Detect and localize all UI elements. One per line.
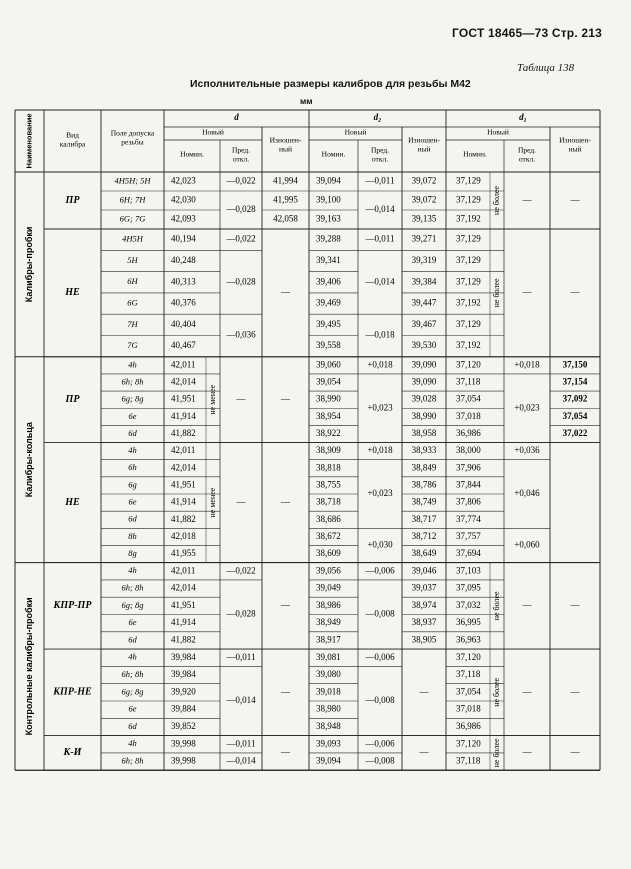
col-header-dev: откл. <box>518 154 536 164</box>
span-cell: +0,060 <box>514 539 540 550</box>
span-cell: 41,995 <box>273 194 298 205</box>
d2-worn-cell: 38,905 <box>411 634 437 645</box>
d-nom-cell: 41,951 <box>171 479 196 490</box>
span-cell: —0,006 <box>365 565 395 576</box>
span-cell: 42,058 <box>273 213 298 224</box>
d2-nom-cell: 39,018 <box>316 686 341 697</box>
d-nom-cell: 41,882 <box>171 634 196 645</box>
d1-nom-cell: 37,192 <box>456 340 481 351</box>
span-cell: —0,008 <box>365 755 395 766</box>
d-nom-cell: 42,011 <box>171 565 196 576</box>
d2-nom-cell: 38,818 <box>316 462 341 473</box>
d-nom-cell: 42,023 <box>171 175 196 186</box>
tol-cell: 6H; 7H <box>119 194 146 205</box>
col-header-worn: Изношен- <box>408 135 440 145</box>
span-cell: — <box>522 286 532 297</box>
span-cell: —0,011 <box>226 651 256 662</box>
span-cell: —0,022 <box>226 233 256 244</box>
col-header-kind: калибра <box>59 139 86 149</box>
d2-nom-cell: 39,056 <box>316 565 341 576</box>
d2-worn-cell: 38,717 <box>411 513 437 524</box>
d2-nom-cell: 38,949 <box>316 617 341 628</box>
d2-nom-cell: 39,100 <box>316 194 341 205</box>
d-nom-cell: 42,018 <box>171 530 196 541</box>
d2-nom-cell: 39,060 <box>316 359 341 370</box>
d-nom-cell: 39,984 <box>171 651 196 662</box>
d-nom-cell: 42,011 <box>171 359 196 370</box>
d1-nom-cell: 37,120 <box>456 651 481 662</box>
d2-worn-cell: 39,072 <box>411 175 437 186</box>
d2-worn-cell: 39,046 <box>411 565 437 576</box>
d2-nom-cell: 39,469 <box>316 297 341 308</box>
tol-cell: 7H <box>127 318 138 329</box>
d1-nom-cell: 37,806 <box>456 496 481 507</box>
d2-nom-cell: 38,672 <box>316 530 341 541</box>
tol-cell: 4h <box>128 565 137 576</box>
span-cell: — <box>522 194 532 205</box>
d2-nom-cell: 39,094 <box>316 175 341 186</box>
d1-nom-cell: 37,129 <box>456 276 481 287</box>
col-header-dev: Пред. <box>370 145 390 155</box>
span-cell: — <box>570 686 580 697</box>
tol-cell: 6e <box>128 617 137 628</box>
d2-worn-cell: 39,319 <box>411 255 437 266</box>
table-label: Таблица 138 <box>517 62 575 74</box>
kind-label: КПР-ПР <box>53 600 92 612</box>
d2-nom-cell: 38,922 <box>316 428 341 439</box>
span-cell: —0,022 <box>226 565 256 576</box>
tol-cell: 6G <box>127 297 138 308</box>
d-nom-cell: 41,914 <box>171 617 196 628</box>
d-nom-cell: 39,884 <box>171 703 196 714</box>
d2-worn-cell: 39,028 <box>411 393 437 404</box>
page-header: ГОСТ 18465—73 Стр. 213 <box>452 26 603 40</box>
span-cell: +0,023 <box>367 488 393 499</box>
tol-cell: 6g <box>128 479 137 490</box>
d1-nom-cell: 37,018 <box>456 410 481 421</box>
span-cell: — <box>522 599 532 610</box>
d-nom-cell: 40,248 <box>171 255 196 266</box>
kind-label: К-И <box>63 747 82 759</box>
tol-cell: 4h <box>128 738 137 749</box>
span-cell: —0,014 <box>226 695 256 706</box>
col-header-tol: Поле допуска <box>110 128 155 138</box>
d2-worn-cell: 39,090 <box>411 376 437 387</box>
d1-nom-cell: 37,694 <box>456 548 481 559</box>
tol-cell: 6H <box>127 276 138 287</box>
tol-cell: 5H <box>127 254 138 265</box>
group-label: Калибры-кольца <box>23 422 34 498</box>
d-nom-cell: 39,920 <box>171 686 196 697</box>
d2-worn-cell: 39,530 <box>411 340 437 351</box>
d2-nom-cell: 39,049 <box>316 582 341 593</box>
span-cell: —0,028 <box>226 608 256 619</box>
col-header-dev: Пред. <box>231 145 251 155</box>
tol-cell: 6g; 8g <box>121 686 144 697</box>
span-cell: — <box>570 194 580 205</box>
span-cell: — <box>419 746 429 757</box>
d2-nom-cell: 38,755 <box>316 479 341 490</box>
span-cell: —0,018 <box>365 329 395 340</box>
d2-worn-cell: 38,849 <box>411 462 437 473</box>
tol-cell: 6h; 8h <box>121 582 144 593</box>
span-cell: —0,022 <box>226 175 256 186</box>
span-cell: —0,006 <box>365 651 395 662</box>
d1-nom-cell: 37,844 <box>456 479 481 490</box>
d2-nom-cell: 39,054 <box>316 376 341 387</box>
span-cell: —0,011 <box>365 175 395 186</box>
tol-cell: 6d <box>128 513 137 524</box>
d-nom-cell: 40,376 <box>171 297 196 308</box>
d-nom-cell: 41,914 <box>171 496 196 507</box>
d-nom-cell: 40,313 <box>171 276 196 287</box>
d1-nom-cell: 37,018 <box>456 703 481 714</box>
col-group-3: d <box>234 112 239 123</box>
d1-nom-cell: 37,032 <box>456 599 481 610</box>
d2-worn-cell: 38,958 <box>411 428 437 439</box>
col-header-nom: Номин. <box>463 149 487 159</box>
d1-nom-cell: 37,906 <box>456 462 481 473</box>
table-title: Исполнительные размеры калибров для резьбы М42 <box>190 78 471 90</box>
d2-worn-cell: 39,271 <box>411 233 437 244</box>
d2-nom-cell: 39,163 <box>316 213 341 224</box>
limit-note: не более <box>491 738 501 768</box>
span-cell: —0,014 <box>365 276 395 287</box>
d2-worn-cell: 38,786 <box>411 479 437 490</box>
d1-nom-cell: 37,054 <box>456 393 481 404</box>
tol-cell: 6h; 8h <box>121 376 144 387</box>
d1-nom-cell: 37,120 <box>456 359 481 370</box>
span-cell: +0,018 <box>367 359 393 370</box>
d2-worn-cell: 39,467 <box>411 318 437 329</box>
col-header-nom: Номин. <box>180 149 204 159</box>
span-cell: — <box>570 746 580 757</box>
span-cell: — <box>281 599 290 610</box>
d-nom-cell: 42,014 <box>171 582 196 593</box>
d2-nom-cell: 38,686 <box>316 513 341 524</box>
d2-nom-cell: 39,341 <box>316 255 341 266</box>
d2-worn-cell: 39,447 <box>411 297 437 308</box>
d1-nom-cell: 36,986 <box>456 721 481 732</box>
span-cell: 37,022 <box>562 428 588 439</box>
d1-nom-cell: 37,192 <box>456 297 481 308</box>
span-cell: — <box>281 746 290 757</box>
d2-nom-cell: 39,495 <box>316 318 341 329</box>
tol-cell: 6g; 8g <box>121 599 144 610</box>
d2-nom-cell: 38,948 <box>316 721 341 732</box>
d-nom-cell: 41,951 <box>171 599 196 610</box>
span-cell: +0,036 <box>514 445 540 456</box>
d-nom-cell: 40,467 <box>171 340 196 351</box>
d1-nom-cell: 37,129 <box>456 318 481 329</box>
tol-cell: 4h <box>128 651 137 662</box>
tol-cell: 6d <box>128 634 137 645</box>
d1-nom-cell: 36,995 <box>456 617 481 628</box>
span-cell: 37,150 <box>562 359 588 370</box>
d-nom-cell: 42,014 <box>171 376 196 387</box>
d-nom-cell: 39,852 <box>171 721 196 732</box>
span-cell: —0,011 <box>226 738 256 749</box>
limit-note: не менее <box>207 487 217 518</box>
span-cell: — <box>570 286 580 297</box>
d2-nom-cell: 39,080 <box>316 669 341 680</box>
col-header-nom: Номин. <box>321 149 346 159</box>
tol-cell: 7G <box>127 340 138 351</box>
d2-nom-cell: 38,609 <box>316 548 341 559</box>
span-cell: —0,006 <box>365 738 395 749</box>
span-cell: — <box>570 599 580 610</box>
d2-nom-cell: 38,718 <box>316 496 341 507</box>
d2-worn-cell: 38,712 <box>411 530 437 541</box>
tol-cell: 6h; 8h <box>121 755 144 766</box>
tol-cell: 6e <box>128 703 137 714</box>
d2-worn-cell: 39,037 <box>411 582 437 593</box>
span-cell: 41,994 <box>273 175 298 186</box>
tol-cell: 6h <box>128 462 137 473</box>
span-cell: 37,054 <box>562 410 588 421</box>
tol-cell: 6d <box>128 427 137 438</box>
tol-cell: 4h <box>128 445 137 456</box>
col-header-worn: ный <box>278 144 293 154</box>
d-nom-cell: 41,951 <box>171 393 196 404</box>
col-header-dev: откл. <box>371 154 389 164</box>
col-header-dev: откл. <box>232 154 250 164</box>
kind-label: ПР <box>65 194 80 206</box>
kind-label: КПР-НЕ <box>53 686 92 698</box>
d-nom-cell: 41,882 <box>171 428 196 439</box>
kind-label: НЕ <box>65 496 80 508</box>
d1-nom-cell: 37,129 <box>456 175 481 186</box>
col-header-new: Новый <box>344 127 367 137</box>
units-label: мм <box>300 96 313 106</box>
d1-nom-cell: 37,118 <box>456 669 481 680</box>
span-cell: —0,008 <box>365 695 395 706</box>
span-cell: +0,030 <box>367 539 393 550</box>
span-cell: — <box>281 393 290 404</box>
span-cell: — <box>236 393 246 404</box>
tol-cell: 6d <box>128 720 137 731</box>
limit-note: не более <box>491 677 501 707</box>
d2-nom-cell: 38,917 <box>316 634 341 645</box>
d2-nom-cell: 39,093 <box>316 738 341 749</box>
span-cell: —0,028 <box>226 204 256 215</box>
limit-note: не менее <box>207 384 217 415</box>
d1-nom-cell: 37,129 <box>456 233 481 244</box>
d2-worn-cell: 38,933 <box>411 445 437 456</box>
span-cell: —0,036 <box>226 329 256 340</box>
span-cell: —0,008 <box>365 608 395 619</box>
span-cell: — <box>281 496 290 507</box>
span-cell: +0,046 <box>514 488 540 499</box>
d2-nom-cell: 39,288 <box>316 233 341 244</box>
d-nom-cell: 39,998 <box>171 738 196 749</box>
d2-nom-cell: 39,406 <box>316 276 341 287</box>
d2-nom-cell: 38,990 <box>316 393 341 404</box>
tol-cell: 8g <box>128 547 137 558</box>
tol-cell: 4H5H; 5H <box>114 175 151 186</box>
span-cell: 37,154 <box>562 376 588 387</box>
d1-nom-cell: 36,963 <box>456 634 481 645</box>
d2-worn-cell: 39,384 <box>411 276 437 287</box>
d1-nom-cell: 37,129 <box>456 255 481 266</box>
d2-nom-cell: 39,558 <box>316 340 341 351</box>
kind-label: ПР <box>65 393 80 405</box>
d1-nom-cell: 37,120 <box>456 738 481 749</box>
span-cell: — <box>419 686 429 697</box>
group-label: Калибры-пробки <box>23 226 34 303</box>
tol-cell: 6e <box>128 496 137 507</box>
d-nom-cell: 39,984 <box>171 669 196 680</box>
kind-label: НЕ <box>65 287 80 299</box>
col-header-name: Наименование <box>24 113 34 169</box>
d1-nom-cell: 37,054 <box>456 686 481 697</box>
d-nom-cell: 41,914 <box>171 410 196 421</box>
d-nom-cell: 42,014 <box>171 462 196 473</box>
d1-nom-cell: 37,118 <box>456 755 481 766</box>
d1-nom-cell: 37,095 <box>456 582 481 593</box>
d2-nom-cell: 38,986 <box>316 599 341 610</box>
span-cell: +0,018 <box>514 359 540 370</box>
d2-nom-cell: 39,081 <box>316 651 341 662</box>
col-group-6: d₂ <box>373 112 382 123</box>
d-nom-cell: 42,011 <box>171 445 196 456</box>
col-header-worn: Изношен- <box>269 135 302 145</box>
d-nom-cell: 42,093 <box>171 213 196 224</box>
d-nom-cell: 41,882 <box>171 513 196 524</box>
span-cell: —0,028 <box>226 276 256 287</box>
group-label: Контрольные калибры-пробки <box>23 597 34 736</box>
span-cell: — <box>281 686 290 697</box>
d1-nom-cell: 37,118 <box>456 376 481 387</box>
d-nom-cell: 41,955 <box>171 548 196 559</box>
span-cell: —0,014 <box>226 755 256 766</box>
span-cell: +0,023 <box>367 402 393 413</box>
d1-nom-cell: 37,129 <box>456 194 481 205</box>
limit-note: не более <box>491 278 501 308</box>
d-nom-cell: 40,194 <box>171 233 196 244</box>
col-header-worn: ный <box>417 144 431 154</box>
tol-cell: 4H5H <box>122 233 143 244</box>
tol-cell: 6h; 8h <box>121 669 144 680</box>
span-cell: —0,014 <box>365 204 395 215</box>
d2-worn-cell: 38,937 <box>411 617 437 628</box>
col-header-worn: Изношен- <box>559 135 591 145</box>
d1-nom-cell: 37,757 <box>456 530 481 541</box>
tol-cell: 8h <box>128 530 137 541</box>
d2-worn-cell: 38,990 <box>411 410 437 421</box>
d1-nom-cell: 38,000 <box>456 445 481 456</box>
col-group-9: d₁ <box>519 112 527 123</box>
col-header-new: Новый <box>202 127 224 137</box>
col-header-dev: Пред. <box>517 145 537 155</box>
span-cell: +0,023 <box>514 402 540 413</box>
span-cell: — <box>281 286 290 297</box>
d2-worn-cell: 38,649 <box>411 548 437 559</box>
d2-worn-cell: 39,072 <box>411 194 437 205</box>
d2-nom-cell: 38,980 <box>316 703 341 714</box>
d2-nom-cell: 38,954 <box>316 410 341 421</box>
tol-cell: 6e <box>128 410 137 421</box>
d2-worn-cell: 39,135 <box>411 213 437 224</box>
span-cell: — <box>236 496 246 507</box>
d-nom-cell: 39,998 <box>171 755 196 766</box>
d1-nom-cell: 37,774 <box>456 513 481 524</box>
col-header-tol: резьбы <box>121 137 144 147</box>
tol-cell: 6G; 7G <box>119 213 146 224</box>
tol-cell: 6g; 8g <box>121 393 144 404</box>
d1-nom-cell: 36,986 <box>456 428 481 439</box>
tol-cell: 4h <box>128 359 137 370</box>
d2-nom-cell: 38,909 <box>316 445 341 456</box>
col-header-worn: ный <box>568 144 582 154</box>
d2-worn-cell: 38,974 <box>411 599 437 610</box>
col-header-new: Новый <box>487 127 509 137</box>
span-cell: — <box>522 686 532 697</box>
d1-nom-cell: 37,103 <box>456 565 481 576</box>
d-nom-cell: 42,030 <box>171 194 196 205</box>
limit-note: не более <box>491 186 501 215</box>
span-cell: — <box>522 746 532 757</box>
d2-nom-cell: 39,094 <box>316 755 341 766</box>
d1-nom-cell: 37,192 <box>456 213 481 224</box>
span-cell: 37,092 <box>562 393 588 404</box>
limit-note: не более <box>491 591 501 621</box>
span-cell: +0,018 <box>367 445 393 456</box>
d2-worn-cell: 38,749 <box>411 496 437 507</box>
col-header-kind: Вид <box>66 130 79 140</box>
d-nom-cell: 40,404 <box>171 318 196 329</box>
d2-worn-cell: 39,090 <box>411 359 437 370</box>
span-cell: —0,011 <box>365 233 395 244</box>
